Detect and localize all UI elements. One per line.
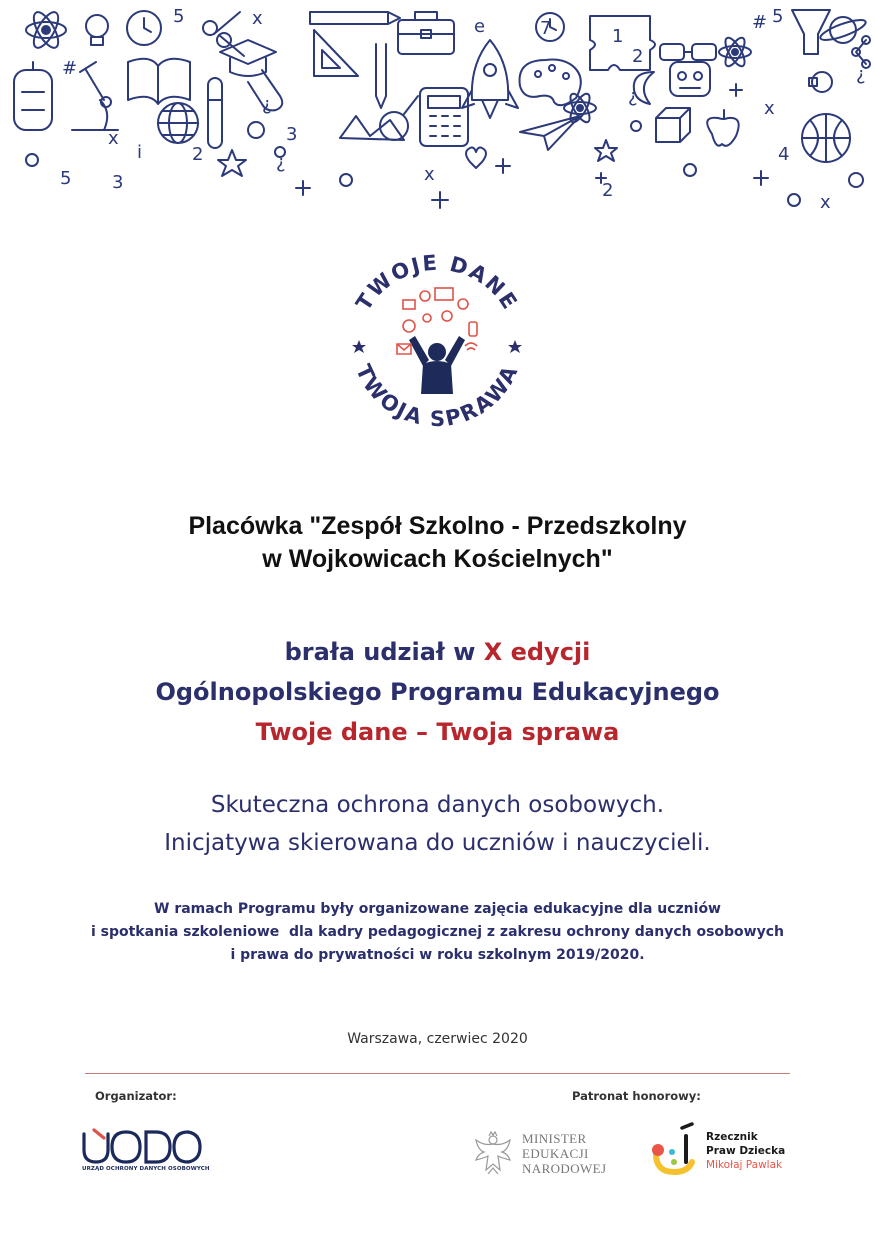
doodle-glyph: x <box>424 164 435 185</box>
doodle-glyph: 5 <box>60 168 72 189</box>
doodle-glyph: 2 <box>632 46 644 67</box>
doodle-glyph: ¿ <box>628 86 638 107</box>
edition-label: X edycji <box>483 638 591 666</box>
book-icon <box>128 59 190 104</box>
test-tube-icon <box>208 78 222 148</box>
doodle-glyph: 3 <box>286 124 298 145</box>
heart-icon <box>466 148 486 169</box>
program-participation <box>0 632 875 752</box>
lightbulb-icon <box>809 72 832 92</box>
logo-top-text: TWOJE DANE <box>351 250 523 315</box>
description-line-1: W ramach Programu były organizowane zajęcia edukacyjne dla uczniów <box>154 901 721 917</box>
clock-icon <box>127 11 161 45</box>
eagle-emblem-icon <box>470 1130 516 1178</box>
doodle-glyph: x <box>764 98 775 119</box>
palette-icon <box>520 60 581 106</box>
men-line-2: EDUKACJI <box>522 1146 589 1161</box>
scissors-icon <box>203 12 244 56</box>
rpd-line-1: Rzecznik <box>706 1131 758 1143</box>
pencil-icon <box>376 44 386 108</box>
doodle-glyph: 2 <box>192 144 204 165</box>
doodle-glyph: x <box>252 8 263 29</box>
child-icon <box>409 336 465 394</box>
star-icon <box>595 140 617 161</box>
program-name: Ogólnopolskiego Programu Edukacyjnego <box>155 678 720 706</box>
doodle-glyph: 4 <box>778 144 790 165</box>
initiative-text <box>0 786 875 862</box>
participation-line <box>0 632 875 672</box>
robot-icon <box>670 62 710 96</box>
doodle-glyph: e <box>474 16 486 37</box>
initiative-line-2: Inicjatywa skierowana do uczniów i nauczycieli. <box>164 830 711 856</box>
doodle-glyph: x <box>108 128 119 149</box>
doodle-glyph: # <box>62 58 78 79</box>
star-icon <box>218 150 246 176</box>
calculator-icon <box>420 88 468 146</box>
doodle-glyph: 1 <box>612 26 624 47</box>
doodle-glyph: 5 <box>772 6 784 27</box>
description-line-2: i spotkania szkoleniowe dla kadry pedagogicznej z zakresu ochrony danych osobowych <box>90 924 785 940</box>
organizer-label: Organizator: <box>95 1089 177 1103</box>
logo-bottom-text: TWOJA SPRAWA <box>351 360 524 432</box>
program-title: Twoje dane – Twoja sprawa <box>255 718 620 746</box>
rpd-logo-text <box>706 1130 785 1172</box>
cube-icon <box>656 108 690 142</box>
ball-icon <box>802 114 850 162</box>
men-line-3: NARODOWEJ <box>522 1161 607 1176</box>
doodle-glyph: i <box>137 142 143 163</box>
initiative-line-1: Skuteczna ochrona danych osobowych. <box>210 792 665 818</box>
glasses-icon <box>660 44 716 60</box>
program-logo <box>337 248 537 438</box>
atom-icon <box>719 35 751 69</box>
place-date: Warszawa, czerwiec 2020 <box>347 1031 528 1047</box>
backpack-icon <box>14 62 52 130</box>
doodle-header <box>0 0 875 215</box>
patronage-label: Patronat honorowy: <box>572 1089 701 1103</box>
description-line-3: i prawa do prywatności w roku szkolnym 2019/2020. <box>230 947 645 963</box>
apple-icon <box>707 110 738 146</box>
microscope-icon <box>72 62 118 130</box>
doodle-glyph: ¿ <box>262 94 272 115</box>
doodle-glyph: x <box>820 192 831 213</box>
participation-prefix: brała udział w <box>284 638 484 666</box>
pencil-icon <box>310 12 400 24</box>
rpd-logo-mark <box>646 1122 702 1178</box>
doodle-glyph: 5 <box>173 6 185 27</box>
institution-line-1: Placówka "Zespół Szkolno - Przedszkolny <box>188 512 687 540</box>
men-logo-text <box>522 1131 606 1176</box>
globe-icon <box>158 103 198 143</box>
rpd-line-2: Praw Dziecka <box>706 1145 786 1157</box>
doodle-glyph: ¿ <box>276 152 286 173</box>
lightbulb-icon <box>86 15 108 45</box>
rocket-icon <box>462 40 518 118</box>
doodle-glyph: 7 <box>540 18 552 39</box>
atom-icon <box>26 9 66 52</box>
briefcase-icon <box>398 12 454 54</box>
shape-icon <box>340 116 404 140</box>
paper-plane-icon <box>520 116 580 150</box>
men-line-1: MINISTER <box>522 1131 587 1146</box>
doodle-glyph: ¿ <box>856 64 866 85</box>
doodle-glyph: # <box>752 12 768 33</box>
rpd-name: Mikołaj Pawlak <box>706 1159 783 1171</box>
institution-line-2: w Wojkowicach Kościelnych" <box>262 545 613 573</box>
uodo-caption: URZĄD OCHRONY DANYCH OSOBOWYCH <box>82 1166 210 1172</box>
uodo-logo <box>82 1128 202 1180</box>
triangle-ruler-icon <box>314 30 358 76</box>
institution-name <box>0 510 875 576</box>
doodle-glyph: 3 <box>112 172 124 193</box>
program-description <box>0 898 875 967</box>
footer-divider <box>85 1073 790 1074</box>
doodle-glyph: 2 <box>602 180 614 201</box>
